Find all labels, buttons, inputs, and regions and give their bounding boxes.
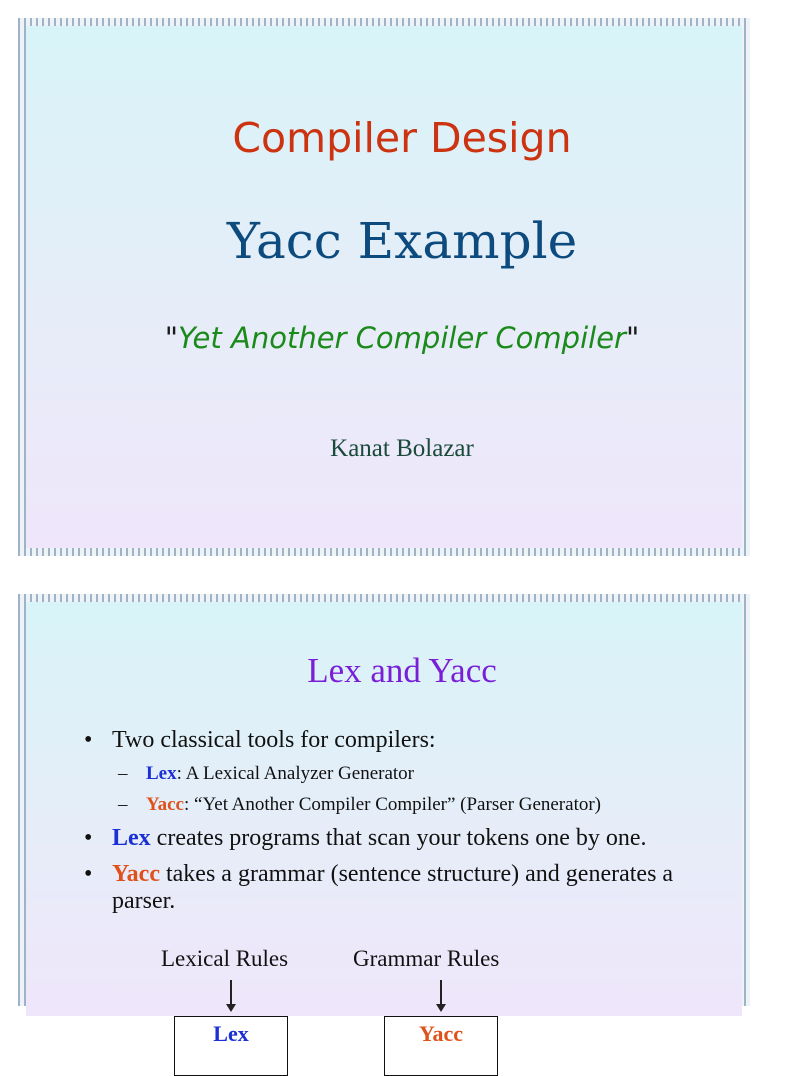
bullet-text: creates programs that scan your tokens one by one. — [150, 825, 647, 851]
slide-1-subtitle — [18, 321, 786, 355]
bullet-item — [78, 727, 738, 754]
slide-1-title: Compiler Design — [232, 114, 572, 162]
bullet-item — [78, 825, 738, 852]
sub-bullet-text: : “Yet Another Compiler Compiler” (Parser Generator) — [183, 794, 602, 815]
sub-bullet-text: : A Lexical Analyzer Generator — [176, 763, 415, 784]
yacc-box: Yacc — [384, 1016, 498, 1076]
open-quote: " — [164, 321, 179, 355]
close-quote: " — [625, 321, 640, 355]
slide-2 — [0, 576, 768, 1046]
arrow-down-icon — [230, 980, 232, 1010]
bullet-list — [78, 727, 738, 924]
lex-box: Lex — [174, 1016, 288, 1076]
yacc-term: Yacc — [146, 794, 184, 815]
bullet-text: takes a grammar (sentence structure) and generates a parser. — [112, 861, 674, 914]
bullet-text: Two classical tools for compilers: — [112, 727, 436, 753]
lex-term: Lex — [112, 825, 151, 851]
sub-bullet-item — [78, 763, 738, 785]
sub-bullet-item — [78, 794, 738, 816]
yacc-term: Yacc — [112, 861, 160, 887]
lex-term: Lex — [146, 763, 177, 784]
subtitle-text: Yet Another Compiler Compiler — [178, 321, 626, 355]
bullet-item — [78, 861, 738, 915]
arrow-down-icon — [440, 980, 442, 1010]
lexical-rules-label: Lexical Rules — [161, 946, 289, 971]
author-name: Kanat Bolazar — [330, 435, 474, 462]
slide-1-heading: Yacc Example — [226, 212, 578, 270]
slide-2-title: Lex and Yacc — [307, 651, 497, 690]
grammar-rules-label: Grammar Rules — [353, 946, 500, 971]
